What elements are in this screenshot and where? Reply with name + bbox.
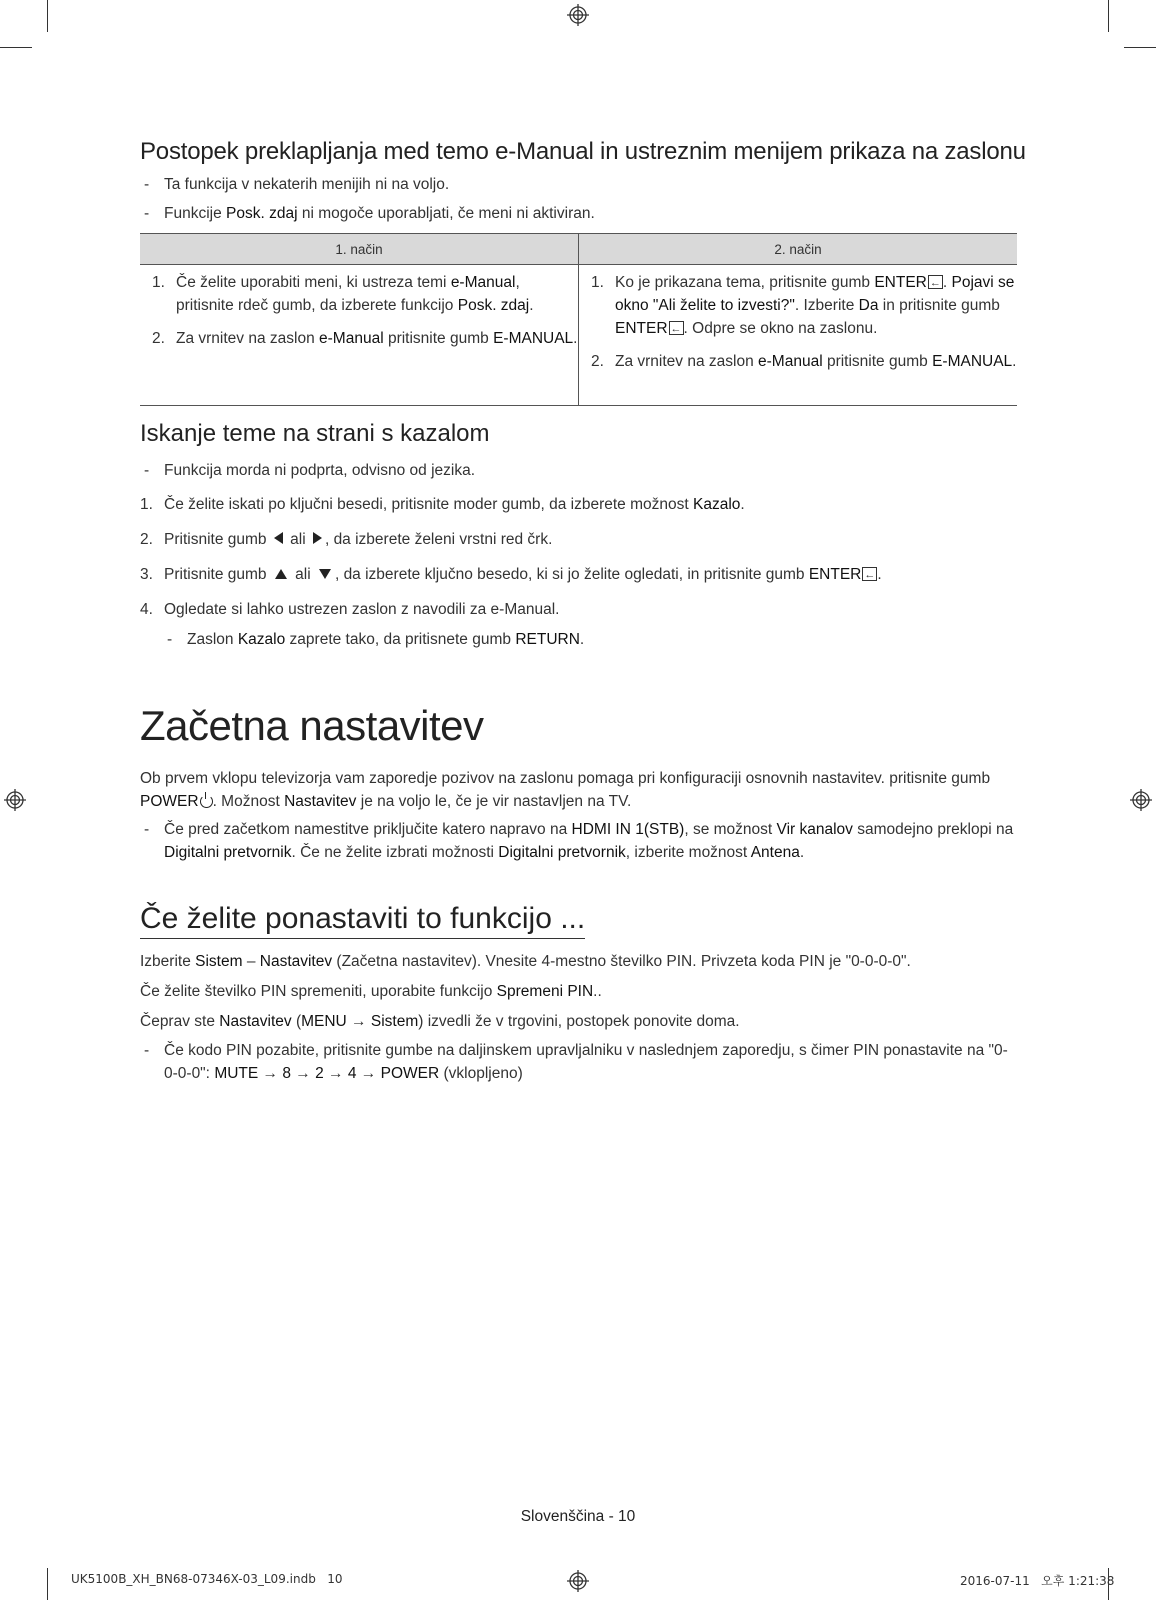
- method-1-steps: [140, 271, 578, 350]
- step-text: in pritisnite gumb: [878, 297, 1000, 314]
- right-arrow-icon: [313, 532, 322, 544]
- step-number: 1.: [140, 496, 153, 513]
- dash-bullet: -: [144, 462, 150, 479]
- dash-bullet: -: [144, 176, 150, 193]
- note-text-part: , se možnost: [684, 821, 777, 838]
- crop-mark: [47, 0, 48, 32]
- key-2-term: 2: [315, 1065, 324, 1082]
- step-text: .: [942, 274, 952, 291]
- dash-bullet: -: [167, 631, 173, 648]
- paragraph-text: ) izvedli že v trgovini, postopek ponovite doma.: [418, 1013, 740, 1030]
- crop-mark: [1108, 0, 1109, 32]
- note-text-part: →: [258, 1065, 283, 1082]
- note-text: Funkcija morda ni podprta, odvisno od jezika.: [164, 462, 476, 479]
- date-slug: 2016-07-11 오후 1:21:38: [960, 1574, 1115, 1588]
- list-item: [140, 327, 578, 350]
- key-4-term: 4: [347, 1065, 357, 1082]
- menu-term: MENU: [301, 1013, 347, 1030]
- registration-mark-icon: [4, 789, 26, 811]
- paragraph-text: (: [291, 1013, 302, 1030]
- list-item: [579, 350, 1017, 373]
- table-header-method-1: 1. način: [140, 234, 579, 265]
- step-text-part: , da izberete želeni vrstni red črk.: [324, 531, 553, 548]
- step-text: [164, 563, 882, 586]
- step-text: pritisnite gumb: [383, 330, 494, 347]
- table-header-method-2: 2. način: [579, 234, 1018, 265]
- table-row: [140, 265, 1017, 406]
- note-text-part: Če kodo PIN pozabite, pritisnite gumbe na daljinskem upravljalniku v naslednjem zaporedju, s čimer PIN ponastavite na "0-0-0-0":: [164, 1042, 1008, 1082]
- crop-mark: [0, 47, 32, 48]
- table-cell-method-1: [140, 265, 579, 406]
- note-text-part: Če pred začetkom namestitve priključite katero napravo na: [164, 821, 572, 838]
- registration-mark-icon: [1130, 789, 1152, 811]
- paragraph-text: Izberite: [140, 953, 196, 970]
- note-text-part: Funkcije: [164, 205, 227, 222]
- method-2-steps: [579, 271, 1017, 373]
- note-text-part: samodejno preklopi na: [852, 821, 1014, 838]
- note-text-part: →: [290, 1065, 316, 1082]
- method-comparison-table: [140, 233, 1017, 406]
- table-header-row: [140, 234, 1017, 265]
- list-item: [579, 271, 1017, 340]
- key-8-term: 8: [282, 1065, 291, 1082]
- step-text: Za vrnitev na zaslon: [615, 353, 759, 370]
- section-heading: Če želite ponastaviti to funkcijo ...: [140, 900, 585, 939]
- note-text-part: ni mogoče uporabljati, če meni ni aktiviran.: [297, 205, 595, 222]
- note-text: [164, 818, 1020, 864]
- nastavitev-term: Nastavitev: [284, 793, 357, 810]
- note-text: [164, 1039, 1020, 1085]
- dash-bullet: -: [144, 205, 150, 222]
- e-manual-term: e-Manual: [450, 274, 516, 291]
- sub-note-text: [187, 628, 584, 651]
- note-text-part: .: [799, 844, 805, 861]
- file-slug: UK5100B_XH_BN68-07346X-03_L09.indb 10: [71, 1572, 343, 1586]
- step-number: 4.: [140, 601, 153, 618]
- step-text: , pritisnite rdeč gumb, da izberete funkcijo: [176, 274, 520, 314]
- sub-note-text-part: .: [579, 631, 585, 648]
- registration-mark-icon: [567, 4, 589, 26]
- step-text: [164, 493, 745, 516]
- dash-bullet: -: [144, 1042, 150, 1059]
- enter-term: ENTER: [808, 566, 862, 583]
- power-icon: [200, 795, 213, 808]
- nastavitev-term: Nastavitev: [259, 953, 333, 970]
- paragraph-text: –: [242, 953, 260, 970]
- page-number: Slovenščina - 10: [520, 1508, 636, 1525]
- crop-mark: [47, 1568, 48, 1600]
- mute-term: MUTE: [214, 1065, 259, 1082]
- note-text-part: . Če ne želite izbrati možnosti: [291, 844, 499, 861]
- note-text-part: , izberite možnost: [625, 844, 751, 861]
- enter-icon: [928, 275, 943, 289]
- step-text-part: .: [877, 566, 882, 583]
- paragraph-line: [140, 980, 602, 1003]
- sistem-term: Sistem: [195, 953, 243, 970]
- down-arrow-icon: [319, 569, 331, 579]
- paragraph-text: . Možnost: [212, 793, 285, 810]
- step-text-part: .: [740, 496, 745, 513]
- e-manual-button-term: E-MANUAL: [932, 353, 1013, 370]
- step-text: Ogledate si lahko ustrezen zaslon z navodili za e-Manual.: [164, 601, 560, 618]
- note-text: [164, 202, 595, 225]
- posk-zdaj-term: Posk. zdaj: [457, 297, 530, 314]
- step-text-part: , da izberete ključno besedo, ki si jo želite ogledati, in pritisnite gumb: [334, 566, 809, 583]
- step-text-part: Pritisnite gumb: [164, 531, 271, 548]
- digitalni-pretvornik-term: Digitalni pretvornik: [164, 844, 292, 861]
- step-text-part: Če želite iskati po ključni besedi, pritisnite moder gumb, da izberete možnost: [164, 496, 693, 513]
- vir-kanalov-term: Vir kanalov: [776, 821, 853, 838]
- da-term: Da: [858, 297, 879, 314]
- step-text: . Izberite: [794, 297, 859, 314]
- step-text: Za vrnitev na zaslon: [176, 330, 320, 347]
- popup-message-term: Pojavi se okno "Ali želite to izvesti?": [615, 274, 1015, 314]
- left-arrow-icon: [274, 532, 283, 544]
- paragraph-line: [140, 950, 911, 973]
- return-term: RETURN: [515, 631, 580, 648]
- sub-note-text-part: Zaslon: [187, 631, 238, 648]
- note-text-part: (vklopljeno): [439, 1065, 523, 1082]
- enter-icon: [862, 567, 877, 581]
- e-manual-term: e-Manual: [758, 353, 823, 370]
- step-number: 3.: [140, 566, 153, 583]
- note-text-part: →: [356, 1065, 381, 1082]
- paragraph-text: Ob prvem vklopu televizorja vam zaporedje pozivov na zaslonu pomaga pri konfiguraciji osnovnih nastavitev. pritisnite gumb: [140, 770, 991, 787]
- step-text: Ko je prikazana tema, pritisnite gumb: [615, 274, 875, 291]
- paragraph-text: Če želite številko PIN spremeniti, uporabite funkcijo: [140, 983, 497, 1000]
- section-heading: Postopek preklapljanja med temo e-Manual in ustreznim menijem prikaza na zaslonu: [140, 138, 1026, 165]
- step-text-part: ali: [290, 566, 315, 583]
- antena-term: Antena: [750, 844, 800, 861]
- step-text: pritisnite gumb: [822, 353, 933, 370]
- nastavitev-term: Nastavitev: [219, 1013, 292, 1030]
- step-text: [164, 528, 552, 551]
- enter-term: ENTER: [874, 274, 927, 291]
- spremeni-pin-term: Spremeni PIN: [496, 983, 594, 1000]
- e-manual-term: e-Manual: [319, 330, 384, 347]
- paragraph-text: je na voljo le, če je vir nastavljen na TV.: [356, 793, 632, 810]
- section-heading: Iskanje teme na strani s kazalom: [140, 420, 490, 447]
- step-number: 1.: [152, 274, 165, 291]
- kazalo-term: Kazalo: [237, 631, 286, 648]
- table-cell-method-2: [579, 265, 1018, 406]
- paragraph-text: Čeprav ste: [140, 1013, 220, 1030]
- step-number: 2.: [152, 330, 165, 347]
- step-text: . Odpre se okno na zaslonu.: [683, 320, 878, 337]
- power-term: POWER: [380, 1065, 440, 1082]
- list-item: [140, 271, 578, 317]
- paragraph-text: ..: [593, 983, 602, 1000]
- step-number: 2.: [591, 353, 604, 370]
- e-manual-button-term: E-MANUAL: [493, 330, 574, 347]
- paragraph-text: →: [346, 1013, 371, 1030]
- enter-term: ENTER: [615, 320, 668, 337]
- paragraph-text: (Začetna nastavitev). Vnesite 4-mestno številko PIN. Privzeta koda PIN je "0-0-0-0".: [332, 953, 911, 970]
- registration-mark-icon: [567, 1570, 589, 1592]
- note-text-part: →: [323, 1065, 348, 1082]
- crop-mark: [1124, 47, 1156, 48]
- step-text: .: [1012, 353, 1017, 370]
- paragraph-line: [140, 1010, 740, 1033]
- dash-bullet: -: [144, 821, 150, 838]
- intro-paragraph: [140, 767, 1020, 813]
- enter-icon: [669, 321, 684, 335]
- step-text-part: Pritisnite gumb: [164, 566, 271, 583]
- step-text: Če želite uporabiti meni, ki ustreza temi: [176, 274, 451, 291]
- page-title: Začetna nastavitev: [140, 702, 484, 749]
- note-text: Ta funkcija v nekaterih menijih ni na voljo.: [164, 176, 450, 193]
- sub-note-text-part: zaprete tako, da pritisnete gumb: [285, 631, 516, 648]
- sistem-term: Sistem: [370, 1013, 419, 1030]
- step-number: 1.: [591, 274, 604, 291]
- digitalni-pretvornik-term: Digitalni pretvornik: [498, 844, 626, 861]
- up-arrow-icon: [275, 569, 287, 579]
- step-number: 2.: [140, 531, 153, 548]
- hdmi-term: HDMI IN 1(STB): [571, 821, 685, 838]
- posk-zdaj-term: Posk. zdaj: [226, 205, 298, 222]
- power-term: POWER: [140, 793, 199, 810]
- step-text-part: ali: [285, 531, 310, 548]
- step-text: .: [573, 330, 578, 347]
- kazalo-term: Kazalo: [692, 496, 741, 513]
- step-text: .: [529, 297, 534, 314]
